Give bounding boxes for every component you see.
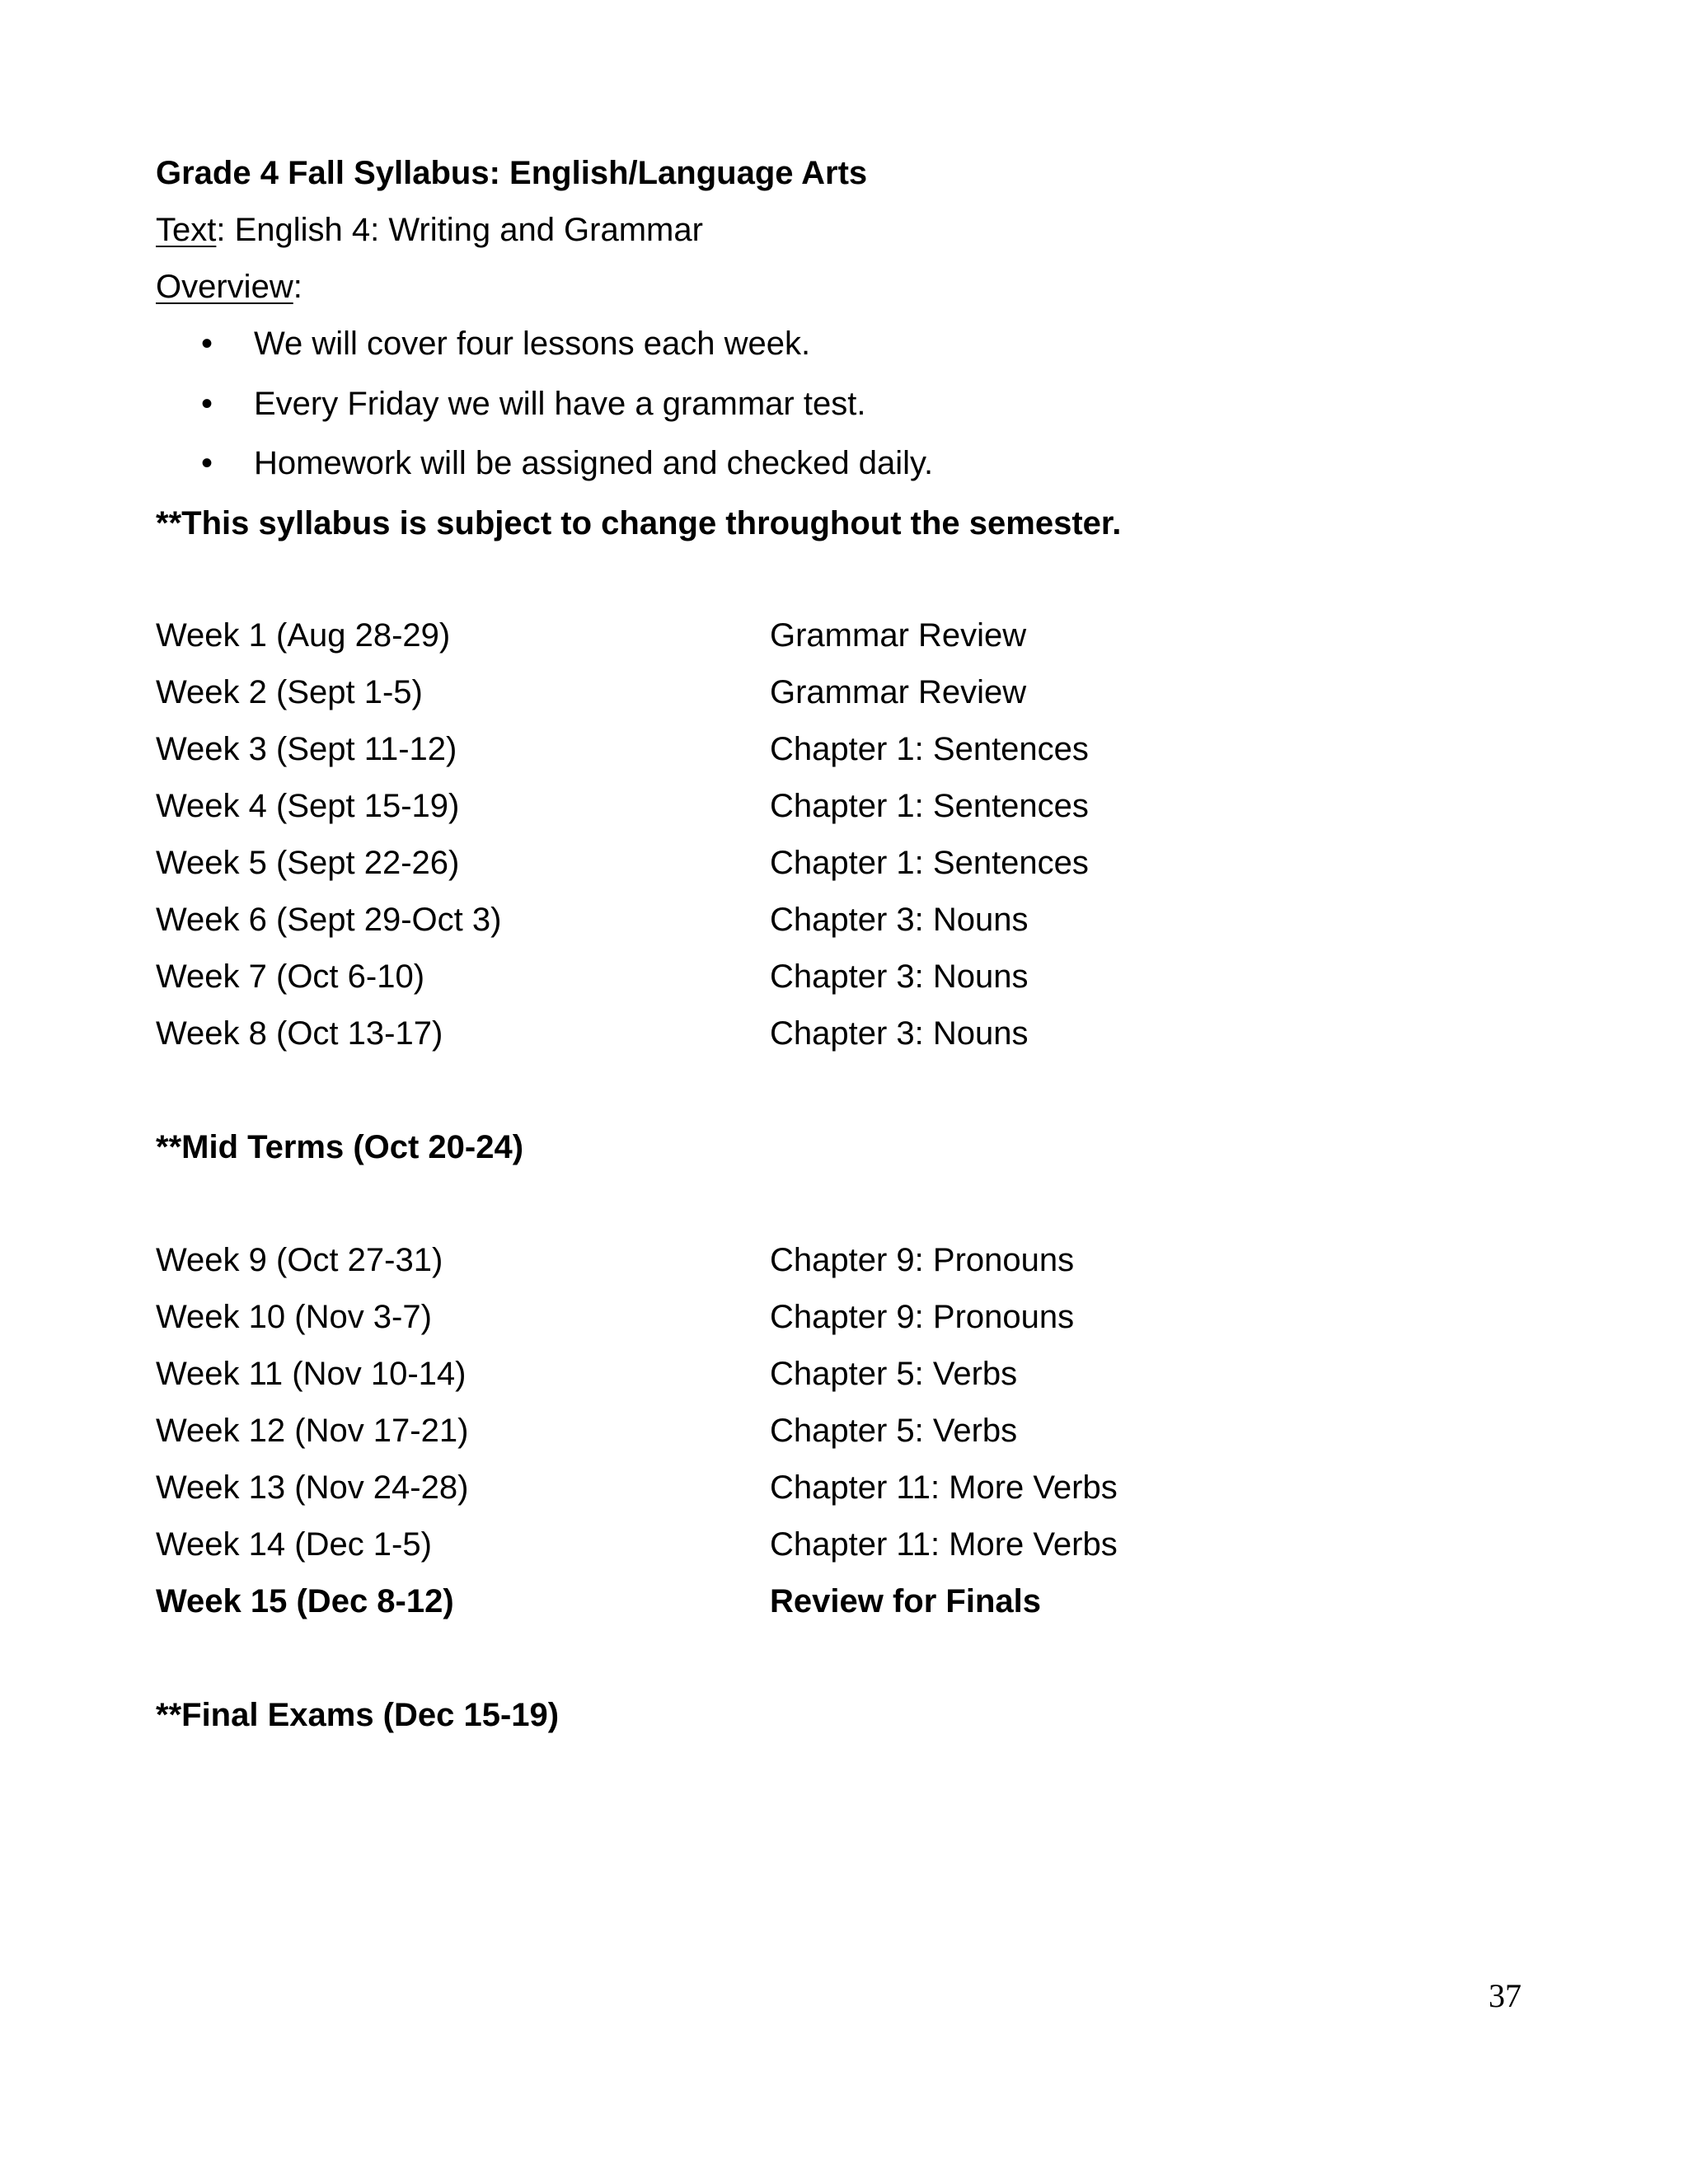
week-label: Week 13 (Nov 24-28) <box>156 1469 469 1506</box>
schedule-row <box>156 1411 1310 1451</box>
page-number: 37 <box>1489 1977 1522 2014</box>
schedule-row <box>156 1014 1310 1053</box>
schedule-row <box>156 786 1310 826</box>
week-label: Week 7 (Oct 6-10) <box>156 958 425 995</box>
schedule-row <box>156 1468 1310 1507</box>
schedule-row <box>156 1240 1310 1280</box>
topic-label: Chapter 1: Sentences <box>770 845 1089 881</box>
schedule-row <box>156 1354 1310 1394</box>
week-label: Week 9 (Oct 27-31) <box>156 1242 443 1278</box>
bullet-text: We will cover four lessons each week. <box>254 326 811 362</box>
bullet-icon: • <box>201 386 213 422</box>
schedule-row <box>156 1297 1310 1337</box>
week-label: Week 15 (Dec 8-12) <box>156 1583 454 1619</box>
text-line <box>156 210 703 250</box>
week-label: Week 3 (Sept 11-12) <box>156 731 457 767</box>
schedule-row <box>156 1525 1310 1564</box>
topic-label: Chapter 9: Pronouns <box>770 1242 1075 1278</box>
topic-label: Chapter 5: Verbs <box>770 1356 1018 1392</box>
topic-label: Chapter 9: Pronouns <box>770 1299 1075 1335</box>
finals-notice: **Final Exams (Dec 15-19) <box>156 1697 560 1733</box>
week-label: Week 8 (Oct 13-17) <box>156 1015 443 1052</box>
bullet-text: Every Friday we will have a grammar test. <box>254 386 866 422</box>
week-label: Week 6 (Sept 29-Oct 3) <box>156 902 502 938</box>
topic-label: Grammar Review <box>770 674 1027 710</box>
text-label: Text <box>156 212 217 248</box>
topic-label: Review for Finals <box>770 1583 1041 1619</box>
week-label: Week 11 (Nov 10-14) <box>156 1356 467 1392</box>
schedule-row-final-review <box>156 1582 1310 1621</box>
week-label: Week 2 (Sept 1-5) <box>156 674 423 710</box>
topic-label: Chapter 1: Sentences <box>770 731 1089 767</box>
schedule-row <box>156 616 1310 655</box>
topic-label: Chapter 3: Nouns <box>770 958 1029 995</box>
week-label: Week 5 (Sept 22-26) <box>156 845 460 881</box>
topic-label: Grammar Review <box>770 617 1027 654</box>
topic-label: Chapter 5: Verbs <box>770 1413 1018 1449</box>
bullet-text: Homework will be assigned and checked daily. <box>254 445 934 481</box>
schedule-row <box>156 957 1310 996</box>
midterms-notice: **Mid Terms (Oct 20-24) <box>156 1129 524 1165</box>
schedule-row <box>156 843 1310 883</box>
topic-label: Chapter 1: Sentences <box>770 788 1089 824</box>
week-label: Week 10 (Nov 3-7) <box>156 1299 432 1335</box>
overview-label: Overview <box>156 269 293 305</box>
topic-label: Chapter 3: Nouns <box>770 1015 1029 1052</box>
overview-suffix: : <box>293 269 302 305</box>
page-title: Grade 4 Fall Syllabus: English/Language Arts <box>156 155 868 191</box>
schedule-row <box>156 900 1310 940</box>
schedule-row <box>156 729 1310 769</box>
schedule-row <box>156 673 1310 712</box>
week-label: Week 4 (Sept 15-19) <box>156 788 460 824</box>
topic-label: Chapter 3: Nouns <box>770 902 1029 938</box>
bullet-icon: • <box>201 445 213 481</box>
bullet-icon: • <box>201 326 213 362</box>
week-label: Week 12 (Nov 17-21) <box>156 1413 469 1449</box>
topic-label: Chapter 11: More Verbs <box>770 1469 1118 1506</box>
week-label: Week 14 (Dec 1-5) <box>156 1526 432 1563</box>
change-notice: **This syllabus is subject to change throughout the semester. <box>156 505 1122 541</box>
week-label: Week 1 (Aug 28-29) <box>156 617 451 654</box>
text-value: : English 4: Writing and Grammar <box>216 212 703 248</box>
overview-line <box>156 267 302 307</box>
topic-label: Chapter 11: More Verbs <box>770 1526 1118 1563</box>
